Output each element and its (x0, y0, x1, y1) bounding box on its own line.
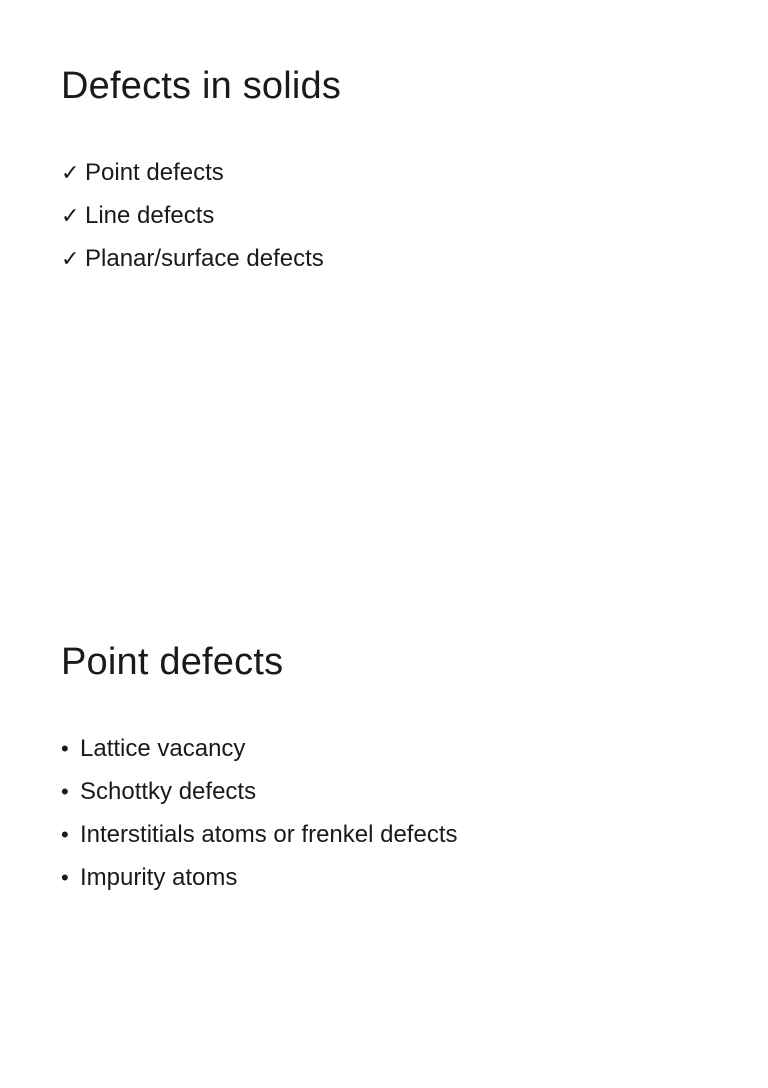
slide-title: Point defects (61, 641, 284, 683)
list-item (61, 194, 324, 237)
list-item-label: Point defects (85, 159, 224, 186)
point-defect-list (61, 727, 457, 899)
slide-defects-in-solids (0, 0, 768, 512)
list-item-label: Schottky defects (80, 778, 257, 805)
list-item (61, 237, 324, 280)
list-item-label: Interstitials atoms or frenkel defects (80, 821, 458, 848)
check-mark-icon: ✓ (61, 203, 80, 228)
slide-point-defects (0, 576, 768, 1088)
list-item (61, 151, 324, 194)
check-mark-icon: ✓ (61, 160, 80, 185)
defect-type-list (61, 151, 324, 280)
bullet-icon: • (61, 736, 69, 761)
list-item-label: Lattice vacancy (80, 735, 246, 762)
check-mark-icon: ✓ (61, 246, 80, 271)
bullet-icon: • (61, 865, 69, 890)
list-item-label: Line defects (85, 202, 215, 229)
bullet-icon: • (61, 779, 69, 804)
list-item-label: Impurity atoms (80, 864, 238, 891)
list-item (61, 856, 457, 899)
list-item (61, 813, 457, 856)
slide-title: Defects in solids (61, 65, 342, 107)
list-item (61, 770, 457, 813)
list-item-label: Planar/surface defects (85, 245, 324, 272)
list-item (61, 727, 457, 770)
bullet-icon: • (61, 822, 69, 847)
